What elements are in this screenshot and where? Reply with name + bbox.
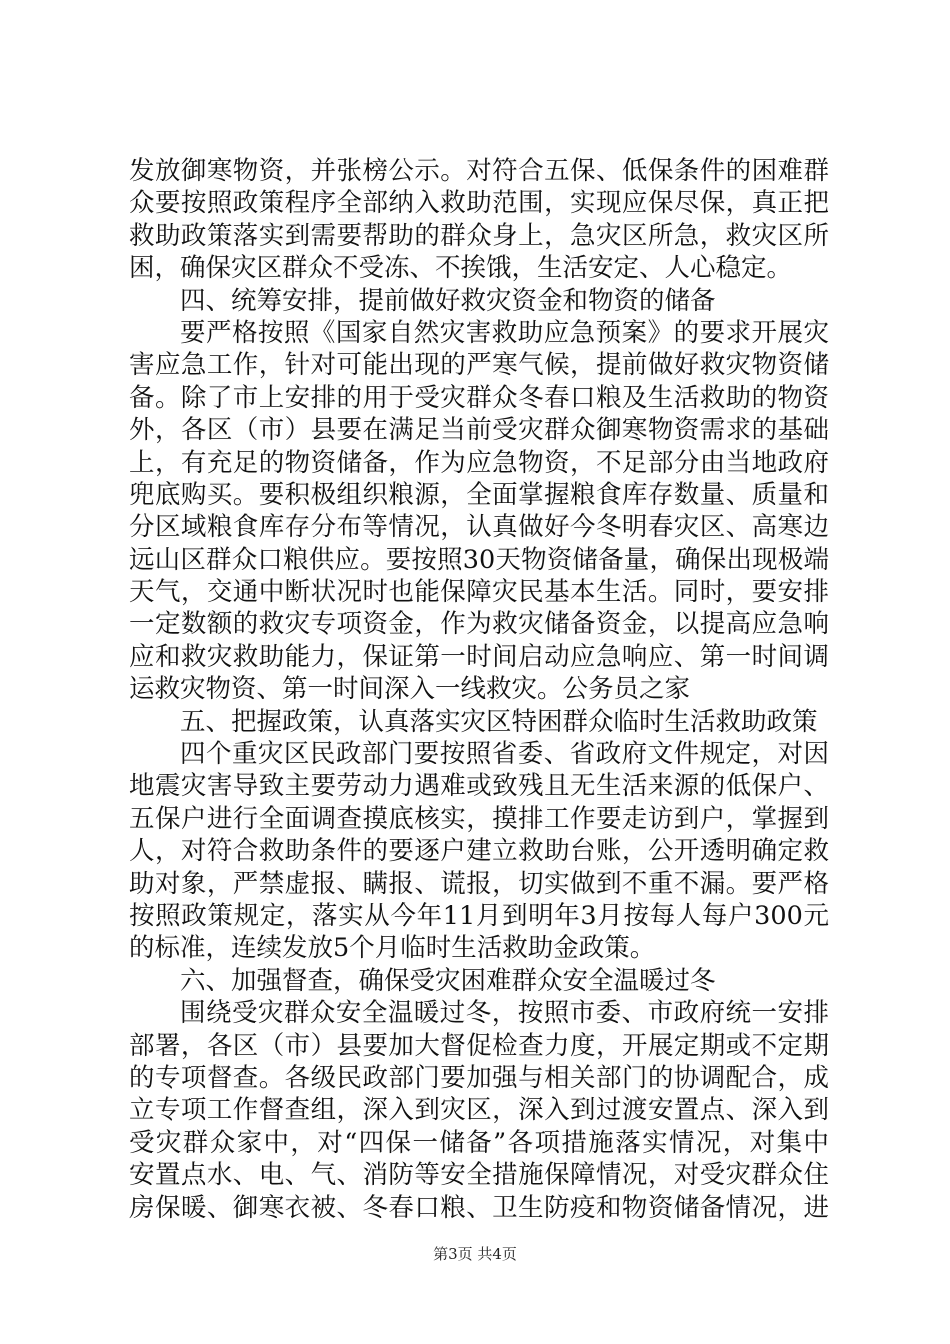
body-line: 众要按照政策程序全部纳入救助范围，实现应保尽保，真正把	[129, 188, 829, 219]
body-line: 上，有充足的物资储备，作为应急物资，不足部分由当地政府	[129, 447, 829, 478]
body-line: 五保户进行全面调查摸底核实，摸排工作要走访到户，掌握到	[129, 803, 829, 834]
body-line: 应和救灾救助能力，保证第一时间启动应急响应、第一时间调	[129, 641, 829, 672]
body-line: 天气，交通中断状况时也能保障灾民基本生活。同时，要安排	[129, 577, 829, 608]
page-number-footer: 第3页 共4页	[433, 1245, 517, 1263]
section-heading: 五、把握政策，认真落实灾区特困群众临时生活救助政策	[180, 706, 818, 737]
body-line: 人，对符合救助条件的要逐户建立救助台账，公开透明确定救	[129, 836, 829, 867]
paragraph-first-line: 要严格按照《国家自然灾害救助应急预案》的要求开展灾	[180, 317, 829, 348]
body-line: 一定数额的救灾专项资金，作为救灾储备资金，以提高应急响	[129, 609, 829, 640]
body-line: 外，各区（市）县要在满足当前受灾群众御寒物资需求的基础	[129, 415, 829, 446]
body-line: 运救灾物资、第一时间深入一线救灾。公务员之家	[129, 674, 691, 705]
body-line: 兜底购买。要积极组织粮源，全面掌握粮食库存数量、质量和	[129, 479, 829, 510]
body-line: 备。除了市上安排的用于受灾群众冬春口粮及生活救助的物资	[129, 382, 829, 413]
body-line: 的专项督查。各级民政部门要加强与相关部门的协调配合，成	[129, 1062, 829, 1093]
body-line: 地震灾害导致主要劳动力遇难或致残且无生活来源的低保户、	[129, 771, 829, 802]
section-heading: 四、统筹安排，提前做好救灾资金和物资的储备	[180, 285, 716, 316]
body-line: 分区域粮食库存分布等情况，认真做好今冬明春灾区、高寒边	[129, 512, 829, 543]
body-line: 受灾群众家中，对“四保一储备”各项措施落实情况，对集中	[129, 1127, 829, 1158]
body-line: 远山区群众口粮供应。要按照30天物资储备量，确保出现极端	[129, 544, 829, 575]
body-line: 安置点水、电、气、消防等安全措施保障情况，对受灾群众住	[129, 1160, 829, 1191]
paragraph-first-line: 围绕受灾群众安全温暖过冬，按照市委、市政府统一安排	[180, 998, 829, 1029]
body-line: 的标准，连续发放5个月临时生活救助金政策。	[129, 933, 656, 964]
body-line: 困，确保灾区群众不受冻、不挨饿，生活安定、人心稳定。	[129, 253, 793, 284]
body-line: 发放御寒物资，并张榜公示。对符合五保、低保条件的困难群	[129, 156, 829, 186]
body-line: 按照政策规定，落实从今年11月到明年3月按每人每户300元	[129, 900, 829, 931]
document-body	[129, 155, 829, 1224]
body-line: 立专项工作督查组，深入到灾区，深入到过渡安置点、深入到	[129, 1095, 829, 1126]
body-line: 害应急工作，针对可能出现的严寒气候，提前做好救灾物资储	[129, 350, 829, 381]
section-heading: 六、加强督查，确保受灾困难群众安全温暖过冬	[180, 965, 716, 996]
body-line: 救助政策落实到需要帮助的群众身上，急灾区所急，救灾区所	[129, 220, 829, 251]
body-line: 助对象，严禁虚报、瞒报、谎报，切实做到不重不漏。要严格	[129, 868, 829, 899]
paragraph-first-line: 四个重灾区民政部门要按照省委、省政府文件规定，对因	[180, 739, 829, 770]
body-line: 房保暖、御寒衣被、冬春口粮、卫生防疫和物资储备情况，进	[129, 1192, 829, 1223]
body-line: 部署，各区（市）县要加大督促检查力度，开展定期或不定期	[129, 1030, 829, 1061]
